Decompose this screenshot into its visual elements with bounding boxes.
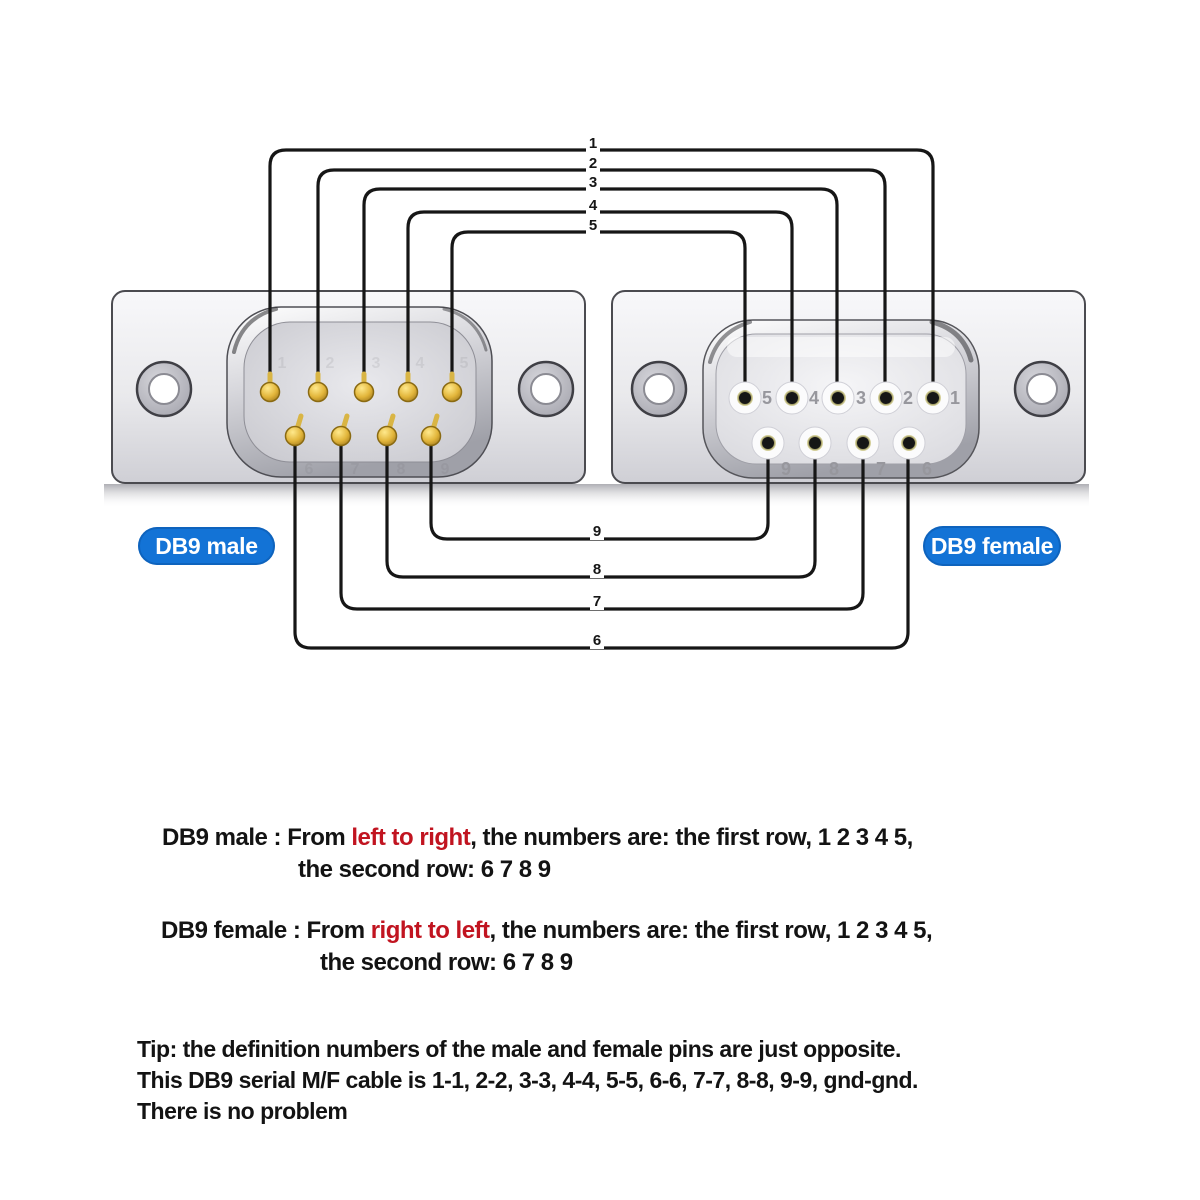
female-note-line1: [161, 915, 932, 947]
male-pin-9: [422, 427, 441, 446]
female-note-rest: , the numbers are: the first row, 1 2 3 4 5,: [489, 917, 933, 944]
female-stamp: 2: [903, 388, 914, 408]
female-socket-4: [785, 391, 799, 405]
male-stamp: 8: [396, 461, 406, 478]
male-note-lead: DB9 male : From: [162, 824, 352, 851]
female-note-lead: DB9 female : From: [161, 917, 371, 944]
tip-line-3: There is no problem: [137, 1098, 348, 1124]
female-note-highlight: right to left: [370, 917, 490, 944]
connector-shadow: [104, 484, 1089, 508]
screw-hole: [137, 362, 191, 416]
male-stamp: 1: [277, 355, 287, 372]
male-stamp: 5: [459, 355, 469, 372]
male-note-highlight: left to right: [351, 824, 471, 851]
wire-label-9: 9: [592, 523, 602, 540]
female-socket-3: [831, 391, 845, 405]
male-pin-2: [309, 383, 328, 402]
female-socket-2: [879, 391, 893, 405]
female-stamp: 8: [829, 459, 840, 479]
female-stamp: 4: [809, 388, 820, 408]
male-pin-order-note: [162, 822, 913, 886]
male-note-line1: [162, 822, 913, 854]
female-stamp: 9: [781, 459, 792, 479]
female-socket-1: [926, 391, 940, 405]
male-stamp: 7: [350, 461, 360, 478]
male-stamp: 6: [304, 461, 314, 478]
wire-label-3: 3: [588, 174, 598, 191]
male-connector-badge: [138, 527, 275, 565]
male-pin-4: [399, 383, 418, 402]
male-stamp: 9: [440, 461, 450, 478]
female-socket-7: [856, 436, 870, 450]
female-stamp: 7: [876, 459, 887, 479]
female-socket-8: [808, 436, 822, 450]
screw-hole: [519, 362, 573, 416]
female-stamp: 1: [950, 388, 961, 408]
screw-hole: [1015, 362, 1069, 416]
male-stamp: 4: [415, 355, 425, 372]
female-stamp: 3: [856, 388, 867, 408]
female-stamp: 5: [762, 388, 773, 408]
wire-label-7: 7: [592, 593, 602, 610]
female-stamp: 6: [922, 459, 933, 479]
tip-line-2: This DB9 serial M/F cable is 1-1, 2-2, 3-3, 4-4, 5-5, 6-6, 7-7, 8-8, 9-9, gnd-gnd.: [137, 1067, 918, 1093]
screw-hole: [632, 362, 686, 416]
wire-label-8: 8: [592, 561, 602, 578]
male-pin-6: [286, 427, 305, 446]
female-socket-6: [902, 436, 916, 450]
female-socket-5: [738, 391, 752, 405]
female-note-line2: the second row: 6 7 8 9: [320, 949, 573, 976]
male-stamp: 3: [371, 355, 381, 372]
male-stamp: 2: [325, 355, 335, 372]
male-pin-3: [355, 383, 374, 402]
tip-line-1: Tip: the definition numbers of the male and female pins are just opposite.: [137, 1036, 901, 1062]
female-connector-badge: [923, 526, 1061, 566]
male-pin-7: [332, 427, 351, 446]
wire-label-6: 6: [592, 632, 602, 649]
female-socket-9: [761, 436, 775, 450]
tip-note: [137, 1034, 918, 1127]
female-connector-badge-label: DB9 female: [930, 532, 1054, 559]
male-pin-1: [261, 383, 280, 402]
male-note-line2: the second row: 6 7 8 9: [298, 856, 551, 883]
male-note-rest: , the numbers are: the first row, 1 2 3 4 5,: [470, 824, 913, 851]
wire-label-4: 4: [588, 197, 598, 214]
male-connector-badge-label: DB9 male: [155, 532, 258, 559]
wire-label-5: 5: [588, 217, 598, 234]
male-pin-5: [443, 383, 462, 402]
female-pin-order-note: [161, 915, 932, 979]
wire-label-1: 1: [588, 135, 598, 152]
wire-label-2: 2: [588, 155, 598, 172]
male-pin-8: [378, 427, 397, 446]
